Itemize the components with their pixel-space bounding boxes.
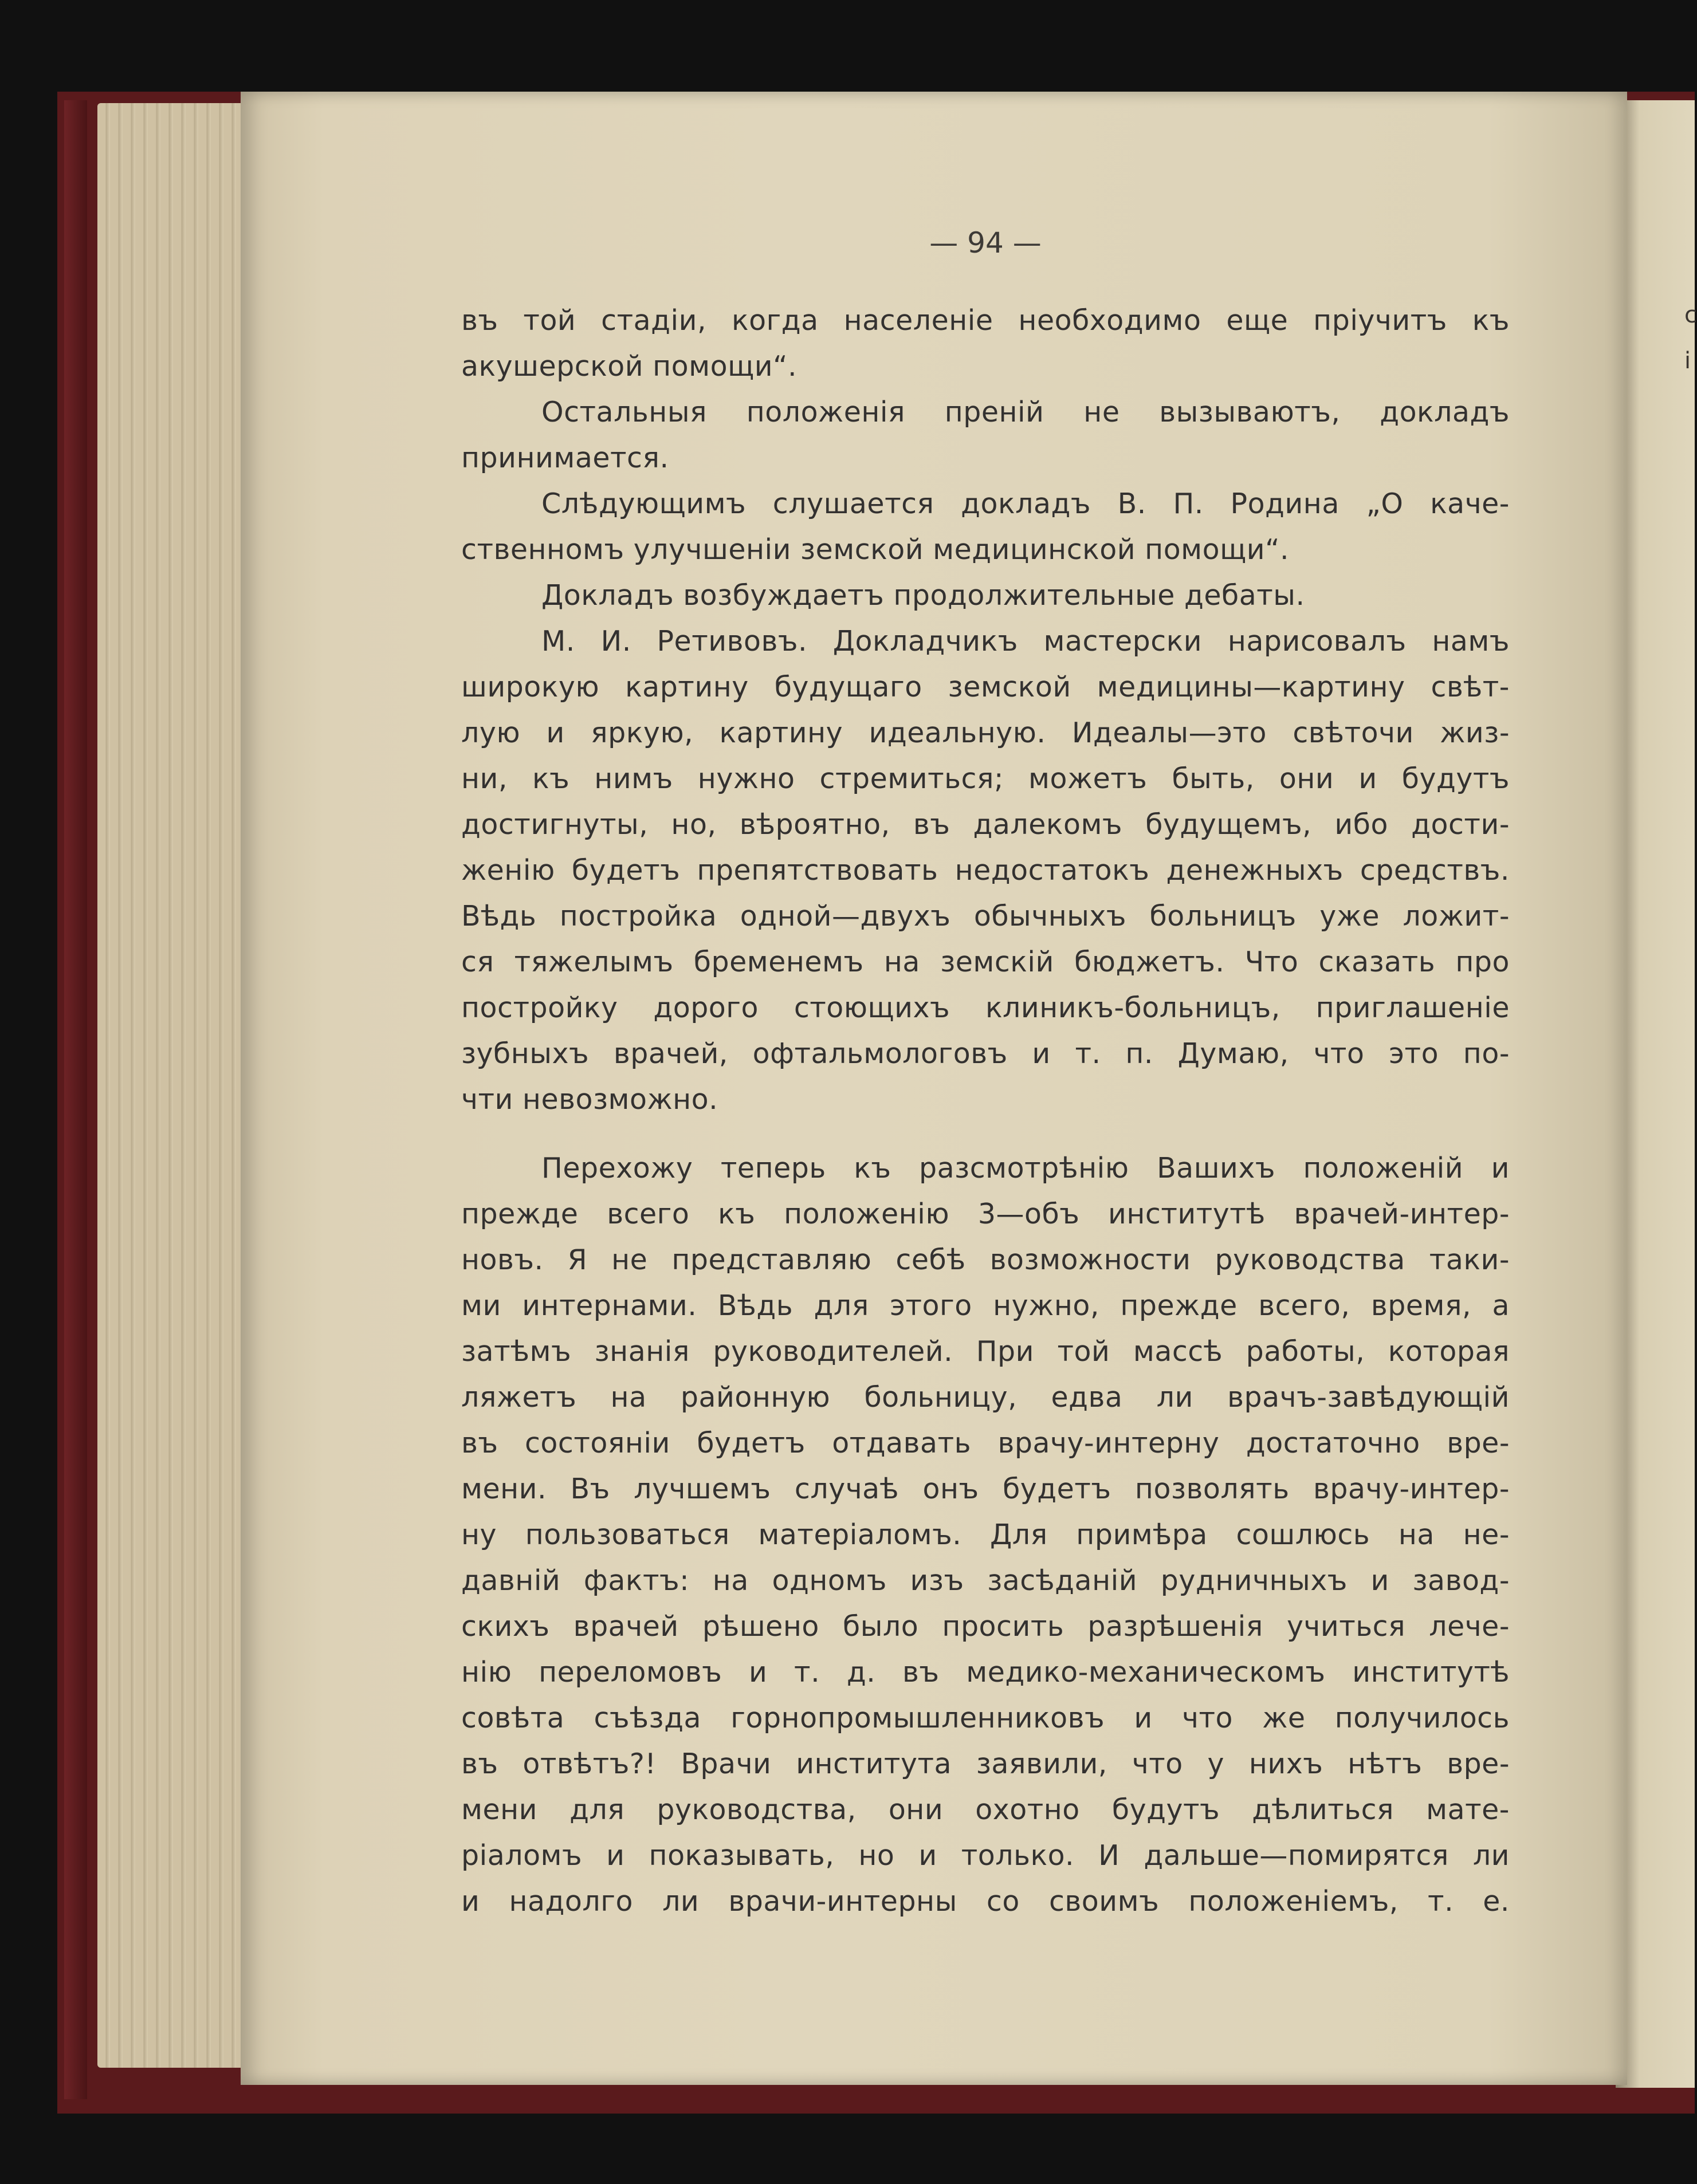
text-line: мени для руководства, они охотно будутъ дѣлиться мате-	[461, 1793, 1510, 1826]
text-line: зубныхъ врачей, офтальмологовъ и т. п. Думаю, что это по-	[461, 1037, 1510, 1070]
text-line: ріаломъ и показывать, но и только. И дальше—помирятся ли	[461, 1839, 1510, 1872]
text-line: въ той стадіи, когда населеніе необходимо еще пріучитъ къ	[461, 304, 1510, 337]
text-line: нію переломовъ и т. д. въ медико-механическомъ институтѣ	[461, 1656, 1510, 1689]
text-line: въ отвѣтъ?! Врачи института заявили, что у нихъ нѣтъ вре-	[461, 1748, 1510, 1780]
text-line: давній фактъ: на одномъ изъ засѣданій рудничныхъ и завод-	[461, 1564, 1510, 1597]
text-line: Вѣдь постройка одной—двухъ обычныхъ больницъ уже ложит-	[461, 900, 1510, 932]
text-line: ся тяжелымъ бременемъ на земскій бюджетъ. Что сказать про	[461, 946, 1510, 978]
text-line: ственномъ улучшеніи земской медицинской помощи“.	[461, 533, 1290, 566]
text-line: принимается.	[461, 442, 669, 474]
next-page-text	[1684, 292, 1697, 384]
text-line: Докладъ возбуждаетъ продолжительные дебаты.	[541, 579, 1305, 612]
text-line: мени. Въ лучшемъ случаѣ онъ будетъ позволять врачу-интер-	[461, 1473, 1510, 1505]
page-number: — 94 —	[929, 226, 1042, 259]
text-line: широкую картину будущаго земской медицины—картину свѣт-	[461, 671, 1510, 703]
text-line: Слѣдующимъ слушается докладъ В. П. Родина „О каче-	[541, 487, 1510, 520]
text-line: ми интернами. Вѣдь для этого нужно, прежде всего, время, а	[461, 1289, 1510, 1322]
text-line: новъ. Я не представляю себѣ возможности руководства таки-	[461, 1243, 1510, 1276]
book-spine-edge	[64, 100, 87, 2099]
text-line: и надолго ли врачи-интерны со своимъ положеніемъ, т. е.	[461, 1885, 1510, 1918]
text-line: затѣмъ знанія руководителей. При той массѣ работы, которая	[461, 1335, 1510, 1368]
page-body	[461, 298, 1510, 1925]
text-line: женію будетъ препятствовать недостатокъ денежныхъ средствъ.	[461, 854, 1510, 887]
next-page-letter: с	[1684, 302, 1697, 328]
text-line: достигнуты, но, вѣроятно, въ далекомъ будущемъ, ибо дости-	[461, 808, 1510, 841]
text-line: Остальныя положенія преній не вызываютъ, докладъ	[541, 396, 1510, 428]
text-line: въ состояніи будетъ отдавать врачу-интерну достаточно вре-	[461, 1427, 1510, 1459]
text-line: скихъ врачей рѣшено было просить разрѣшенія учиться лече-	[461, 1610, 1510, 1643]
next-page	[1616, 100, 1695, 2088]
text-line: ну пользоваться матеріаломъ. Для примѣра сошлюсь на не-	[461, 1518, 1510, 1551]
text-line: ляжетъ на районную больницу, едва ли врачъ-завѣдующій	[461, 1381, 1510, 1414]
text-line: совѣта съѣзда горнопромышленниковъ и что же получилось	[461, 1702, 1510, 1734]
text-line: М. И. Ретивовъ. Докладчикъ мастерски нарисовалъ намъ	[541, 625, 1510, 658]
text-line: Перехожу теперь къ разсмотрѣнію Вашихъ положеній и	[541, 1152, 1510, 1185]
next-page-letter: і	[1684, 348, 1691, 374]
text-line: постройку дорого стоющихъ клиникъ-больницъ, приглашеніе	[461, 991, 1510, 1024]
text-line: акушерской помощи“.	[461, 350, 798, 383]
text-line: лую и яркую, картину идеальную. Идеалы—это свѣточи жиз-	[461, 717, 1510, 749]
text-line: прежде всего къ положенію 3—объ институтѣ врачей-интер-	[461, 1198, 1510, 1230]
text-line: чти невозможно.	[461, 1083, 718, 1116]
text-line: ни, къ нимъ нужно стремиться; можетъ быть, они и будутъ	[461, 762, 1510, 795]
